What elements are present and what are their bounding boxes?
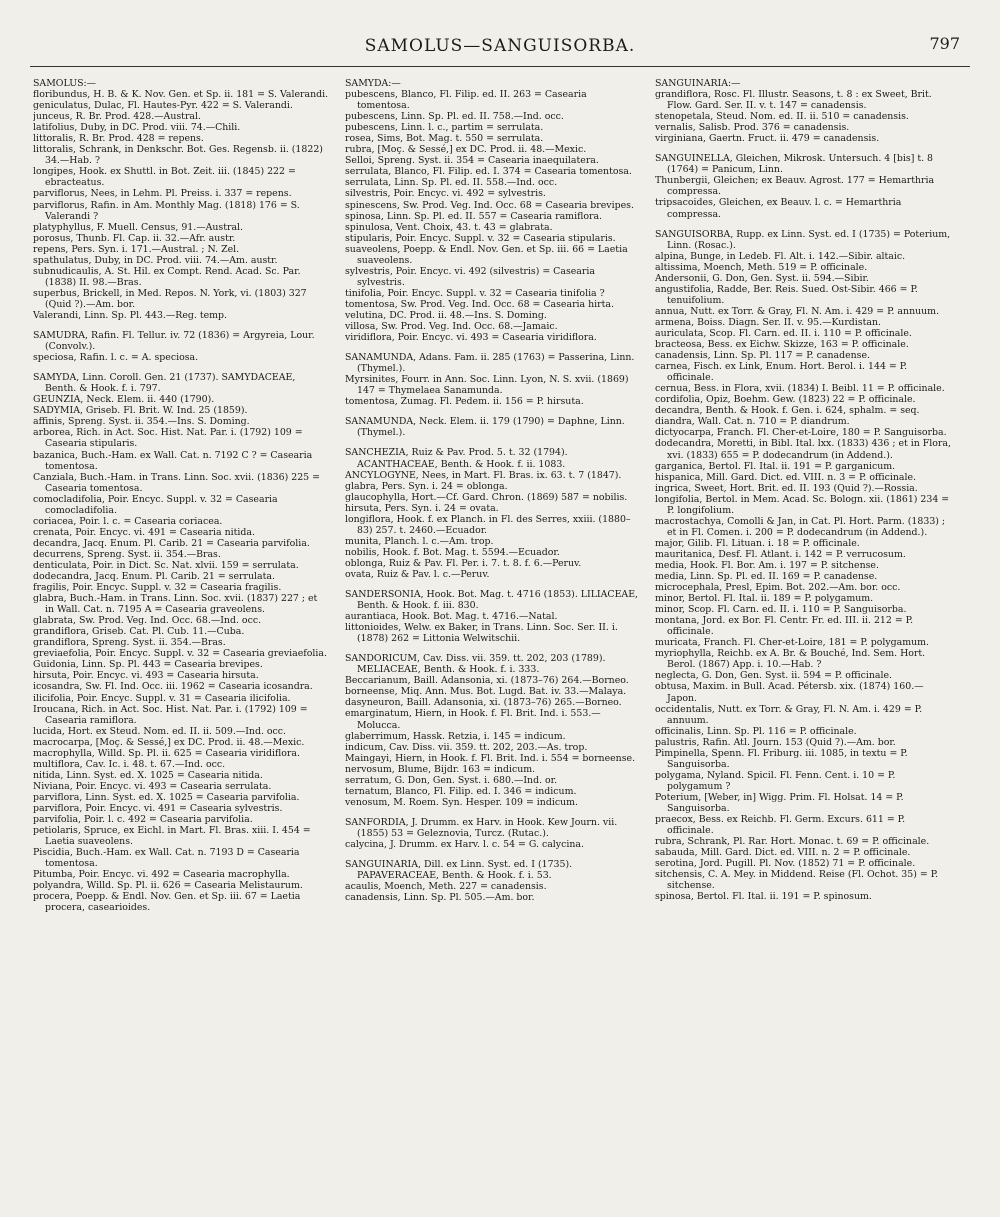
index-entry: denticulata, Poir. in Dict. Sc. Nat. xlvii. 159 = serrulata. — [33, 559, 299, 571]
index-entry: acaulis, Moench, Meth. 227 = canadensis. — [345, 881, 547, 893]
index-entry: nitida, Linn. Syst. ed. X. 1025 = Casearia nitida. — [33, 769, 263, 781]
index-entry: munita, Planch. l. c.—Am. trop. — [345, 535, 494, 547]
index-entry: alpina, Bunge, in Ledeb. Fl. Alt. i. 142.—Sibir. altaic. — [655, 250, 906, 262]
index-entry: minor, Scop. Fl. Carn. ed. II. i. 110 = P. Sanguisorba. — [655, 604, 907, 616]
index-entry: grandiflora, Rosc. Fl. Illustr. Seasons, t. 8 : ex Sweet, Brit. Flow. Gard. Ser. II. v. t. 147 = canadensis. — [655, 89, 932, 112]
index-entry: petiolaris, Spruce, ex Eichl. in Mart. Fl. Bras. xiii. I. 454 = Laetia suaveolens. — [33, 825, 311, 848]
index-entry: virginiana, Gaertn. Fruct. ii. 479 = canadensis. — [655, 133, 880, 145]
index-entry: aurantiaca, Hook. Bot. Mag. t. 4716.—Natal. — [345, 611, 558, 623]
index-entry: coriacea, Poir. l. c. = Casearia coriacea. — [33, 515, 223, 527]
index-entry: tripsacoides, Gleichen, ex Beauv. l. c. = Hemarthria compressa. — [655, 197, 902, 220]
index-entry: Andersonii, G. Don, Gen. Syst. ii. 594.—Sibir. — [655, 272, 869, 284]
index-entry: ovata, Ruiz & Pav. l. c.—Peruv. — [345, 568, 490, 580]
index-entry: praecox, Bess. ex Reichb. Fl. Germ. Excurs. 611 = P. officinale. — [655, 814, 906, 837]
index-entry: spathulatus, Duby, in DC. Prod. viii. 74.—Am. austr. — [33, 254, 278, 266]
index-entry: Niviana, Poir. Encyc. vi. 493 = Casearia serrulata. — [33, 780, 272, 792]
index-entry: auriculata, Scop. Fl. Carn. ed. II. i. 110 = P. officinale. — [655, 327, 912, 339]
index-entry: latifolius, Duby, in DC. Prod. viii. 74.—Chili. — [33, 122, 241, 134]
index-entry: SAMOLUS:— — [33, 78, 97, 89]
index-entry: decandra, Benth. & Hook. f. Gen. i. 624, sphalm. = seq. — [655, 405, 920, 417]
index-entry: ternatum, Blanco, Fl. Filip. ed. I. 346 = indicum. — [345, 785, 577, 797]
index-entry: Piscidia, Buch.-Ham. ex Wall. Cat. n. 7193 D = Casearia tomentosa. — [33, 847, 300, 870]
index-entry: sabauda, Mill. Gard. Dict. ed. VIII. n. 2 = P. officinale. — [655, 847, 911, 859]
index-entry: glabra, Buch.-Ham. in Trans. Linn. Soc. xvii. (1837) 227 ; et in Wall. Cat. n. 7195 A = Casearia graveolens. — [33, 593, 318, 616]
index-entry: canadensis, Linn. Sp. Pl. 117 = P. canadense. — [655, 350, 871, 362]
entry-spacer — [345, 343, 641, 352]
index-entry: angustifolia, Radde, Ber. Reis. Sued. Ost-Sibir. 466 = P. tenuifolium. — [655, 283, 918, 306]
index-entry: hispanica, Mill. Gard. Dict. ed. VIII. n. 3 = P. officinale. — [655, 471, 917, 483]
index-entry: comocladifolia, Poir. Encyc. Suppl. v. 32 = Casearia comocladifolia. — [33, 493, 278, 516]
index-entry: obtusa, Maxim. in Bull. Acad. Pétersb. xix. (1874) 160.—Japon. — [655, 681, 924, 704]
index-entry: GEUNZIA, Neck. Elem. ii. 440 (1790). — [33, 394, 215, 406]
entry-spacer — [345, 580, 641, 589]
index-entry: media, Hook. Fl. Bor. Am. i. 197 = P. sitchense. — [655, 559, 879, 571]
text-column-left — [33, 78, 329, 1198]
entry-spacer — [345, 850, 641, 859]
index-entry: myriophylla, Reichb. ex A. Br. & Bouché, Ind. Sem. Hort. Berol. (1867) App. i. 10.—Hab. ? — [655, 648, 926, 671]
index-entry: indicum, Cav. Diss. vii. 359. tt. 202, 203.—As. trop. — [345, 741, 588, 753]
index-entry: spinosa, Linn. Sp. Pl. ed. II. 557 = Casearia ramiflora. — [345, 210, 603, 222]
index-entry: grandiflora, Spreng. Syst. ii. 354.—Bras. — [33, 637, 226, 649]
index-entry: stenopetala, Steud. Nom. ed. II. ii. 510 = canadensis. — [655, 111, 909, 123]
index-entry: spinulosa, Vent. Choix, 43. t. 43 = glabrata. — [345, 221, 553, 233]
index-entry: lucida, Hort. ex Steud. Nom. ed. II. ii. 509.—Ind. occ. — [33, 725, 287, 737]
header-rule — [30, 66, 970, 67]
index-entry: multiflora, Cav. Ic. i. 48. t. 67.—Ind. occ. — [33, 758, 226, 770]
index-entry: arborea, Rich. in Act. Soc. Hist. Nat. Par. i. (1792) 109 = Casearia stipularis. — [33, 427, 303, 450]
index-entry: hirsuta, Pers. Syn. i. 24 = ovata. — [345, 502, 499, 514]
index-entry: tomentosa, Sw. Prod. Veg. Ind. Occ. 68 = Casearia hirta. — [345, 298, 614, 310]
page-number: 797 — [929, 34, 960, 53]
index-entry: officinalis, Linn. Sp. Pl. 116 = P. officinale. — [655, 725, 857, 737]
index-entry: parviflorus, Rafin. in Am. Monthly Mag. (1818) 176 = S. Valerandi ? — [33, 199, 300, 222]
index-entry: venosum, M. Roem. Syn. Hesper. 109 = indicum. — [345, 796, 579, 808]
index-entry: microcephala, Presl, Epim. Bot. 202.—Am. bor. occ. — [655, 582, 901, 594]
index-entry: occidentalis, Nutt. ex Torr. & Gray, Fl. N. Am. i. 429 = P. annuum. — [655, 703, 923, 726]
index-entry: serrulata, Linn. Sp. Pl. ed. II. 558.—Ind. occ. — [345, 177, 558, 189]
index-entry: nobilis, Hook. f. Bot. Mag. t. 5594.—Ecuador. — [345, 546, 560, 558]
index-entry: Thunbergii, Gleichen; ex Beauv. Agrost. 177 = Hemarthria compressa. — [655, 175, 935, 198]
index-entry: SANFORDIA, J. Drumm. ex Harv. in Hook. Kew Journ. vii. (1855) 53 = Geleznovia, Turcz. (Rutac.). — [345, 816, 618, 839]
index-entry: borneense, Miq. Ann. Mus. Bot. Lugd. Bat. iv. 33.—Malaya. — [345, 686, 627, 698]
index-entry: SAMYDA:— — [345, 78, 401, 89]
index-entry: longiflora, Hook. f. ex Planch. in Fl. des Serres, xxiii. (1880–83) 257. t. 2460.—Ecuador. — [345, 513, 631, 536]
index-entry: oblonga, Ruiz & Pav. Fl. Per. i. 7. t. 8. f. 6.—Peruv. — [345, 557, 582, 569]
index-entry: ANCYLOGYNE, Nees, in Mart. Fl. Bras. ix. 63. t. 7 (1847). — [345, 469, 622, 481]
index-entry: SANGUINARIA:— — [655, 78, 741, 89]
index-entry: Pitumba, Poir. Encyc. vi. 492 = Casearia macrophylla. — [33, 869, 290, 881]
index-entry: rubra, Schrank, Pl. Rar. Hort. Monac. t. 69 = P. officinale. — [655, 836, 930, 848]
index-entry: SANGUINELLA, Gleichen, Mikrosk. Untersuch. 4 [bis] t. 8 (1764) = Panicum, Linn. — [655, 153, 934, 176]
index-entry: calycina, J. Drumm. ex Harv. l. c. 54 = G. calycina. — [345, 839, 584, 850]
index-entry: stipularis, Poir. Encyc. Suppl. v. 32 = Casearia stipularis. — [345, 232, 616, 244]
index-entry: Myrsinites, Fourr. in Ann. Soc. Linn. Lyon, N. S. xvii. (1869) 147 = Thymelaea Sanamunda. — [345, 374, 629, 397]
index-entry: repens, Pers. Syn. i. 171.—Austral. ; N. Zel. — [33, 243, 240, 255]
index-entry: superbus, Brickell, in Med. Repos. N. York, vi. (1803) 327 (Quid ?).—Am. bor. — [33, 287, 307, 310]
entry-spacer — [655, 144, 951, 153]
index-entry: longifolia, Bertol. in Mem. Acad. Sc. Bologn. xii. (1861) 234 = P. longifolium. — [655, 493, 950, 516]
index-entry: parviflora, Poir. Encyc. vi. 491 = Casearia sylvestris. — [33, 803, 283, 814]
index-entry: armena, Boiss. Diagn. Ser. II. v. 95.—Kurdistan. — [655, 316, 881, 328]
index-entry: polyandra, Willd. Sp. Pl. ii. 626 = Casearia Melistaurum. — [33, 880, 303, 892]
index-entry: SANGUISORBA, Rupp. ex Linn. Syst. ed. I (1735) = Poterium, Linn. (Rosac.). — [655, 228, 951, 251]
index-entry: littoralis, Schrank, in Denkschr. Bot. Ges. Regensb. ii. (1822) 34.—Hab. ? — [33, 144, 323, 167]
index-entry: macrostachya, Comolli & Jan, in Cat. Pl. Hort. Parm. (1833) ; et in Fl. Comen. i. 200 = P. dodecandrum (in Addend.). — [655, 515, 946, 538]
index-entry: parviflorus, Nees, in Lehm. Pl. Preiss. i. 337 = repens. — [33, 188, 292, 200]
index-entry: villosa, Sw. Prod. Veg. Ind. Occ. 68.—Jamaic. — [345, 321, 558, 333]
index-entry: palustris, Rafin. Atl. Journ. 153 (Quid ?).—Am. bor. — [655, 736, 896, 748]
index-entry: major, Gilib. Fl. Lituan. i. 18 = P. officinale. — [655, 537, 860, 549]
index-entry: bazanica, Buch.-Ham. ex Wall. Cat. n. 7192 C ? = Casearia tomentosa. — [33, 449, 313, 472]
index-entry: polygama, Nyland. Spicil. Fl. Fenn. Cent. i. 10 = P. polygamum ? — [655, 769, 896, 792]
index-entry: tinifolia, Poir. Encyc. Suppl. v. 32 = Casearia tinifolia ? — [345, 287, 605, 299]
index-entry: dasyneuron, Baill. Adansonia, xi. (1873–76) 265.—Borneo. — [345, 697, 622, 709]
index-entry: platyphyllus, F. Muell. Census, 91.—Austral. — [33, 221, 244, 233]
index-entry: bracteosa, Bess. ex Eichw. Skizze, 163 = P. officinale. — [655, 339, 909, 351]
index-entry: altissima, Moench, Meth. 519 = P. officinale. — [655, 261, 868, 273]
index-entry: parvifolia, Poir. l. c. 492 = Casearia parvifolia. — [33, 814, 253, 826]
index-entry: velutina, DC. Prod. ii. 48.—Ins. S. Doming. — [345, 309, 547, 321]
index-entry: glaberrimum, Hassk. Retzia, i. 145 = indicum. — [345, 730, 566, 742]
index-entry: emarginatum, Hiern, in Hook. f. Fl. Brit. Ind. i. 553.—Molucca. — [345, 708, 601, 731]
index-entry: pubescens, Linn. Sp. Pl. ed. II. 758.—Ind. occ. — [345, 111, 564, 123]
index-entry: Pimpinella, Spenn. Fl. Friburg. iii. 1085, in textu = P. Sanguisorba. — [655, 747, 908, 770]
index-entry: serratum, G. Don, Gen. Syst. i. 680.—Ind. or. — [345, 774, 558, 786]
index-entry: macrophylla, Willd. Sp. Pl. ii. 625 = Casearia viridiflora. — [33, 747, 300, 759]
index-entry: diandra, Wall. Cat. n. 710 = P. diandrum. — [655, 416, 850, 428]
index-entry: glabra, Pers. Syn. i. 24 = oblonga. — [345, 480, 508, 492]
index-entry: silvestris, Poir. Encyc. vi. 492 = sylvestris. — [345, 188, 546, 200]
index-entry: SADYMIA, Griseb. Fl. Brit. W. Ind. 25 (1859). — [33, 405, 248, 417]
index-entry: Guidonia, Linn. Sp. Pl. 443 = Casearia brevipes. — [33, 659, 263, 671]
index-entry: cernua, Bess. in Flora, xvii. (1834) I. Beibl. 11 = P. officinale. — [655, 383, 945, 395]
entry-spacer — [345, 644, 641, 653]
index-entry: fragilis, Poir. Encyc. Suppl. v. 32 = Casearia fragilis. — [33, 582, 282, 594]
index-entry: minor, Bertol. Fl. Ital. ii. 189 = P. polygamum. — [655, 593, 874, 605]
entry-spacer — [345, 438, 641, 447]
index-entry: SANCHEZIA, Ruiz & Pav. Prod. 5. t. 32 (1794). ACANTHACEAE, Benth. & Hook. f. ii. 1083. — [345, 447, 568, 470]
index-entry: procera, Poepp. & Endl. Nov. Gen. et Sp. iii. 67 = Laetia procera, casearioides. — [33, 891, 301, 914]
index-entry: littonioides, Welw. ex Baker, in Trans. Linn. Soc. Ser. II. i. (1878) 262 = Littonia Welwitschii. — [345, 622, 618, 645]
entry-spacer — [345, 407, 641, 416]
index-entry: SANGUINARIA, Dill. ex Linn. Syst. ed. I (1735). PAPAVERACEAE, Benth. & Hook. f. i. 53. — [345, 859, 573, 882]
index-entry: Canziala, Buch.-Ham. in Trans. Linn. Soc. xvii. (1836) 225 = Casearia tomentosa. — [33, 471, 320, 494]
index-entry: annua, Nutt. ex Torr. & Gray, Fl. N. Am. i. 429 = P. annuum. — [655, 305, 940, 317]
index-entry: greviaefolia, Poir. Encyc. Suppl. v. 32 = Casearia greviaefolia. — [33, 648, 327, 660]
index-entry: floribundus, H. B. & K. Nov. Gen. et Sp. ii. 181 = S. Valerandi. — [33, 89, 329, 101]
index-entry: macrocarpa, [Moç. & Sessé,] ex DC. Prod. ii. 48.—Mexic. — [33, 736, 305, 748]
index-entry: cordifolia, Opiz, Boehm. Gew. (1823) 22 = P. officinale. — [655, 394, 916, 406]
index-entry: sitchensis, C. A. Mey. in Middend. Reise (Fl. Ochot. 35) = P. sitchense. — [655, 869, 939, 892]
index-entry: spinescens, Sw. Prod. Veg. Ind. Occ. 68 = Casearia brevipes. — [345, 199, 634, 211]
index-entry: rubra, [Moç. & Sessé,] ex DC. Prod. ii. 48.—Mexic. — [345, 144, 587, 156]
index-entry: decandra, Jacq. Enum. Pl. Carib. 21 = Casearia parvifolia. — [33, 537, 310, 549]
index-entry: ilicifolia, Poir. Encyc. Suppl. v. 31 = Casearia ilicifolia. — [33, 692, 291, 704]
index-entry: SANAMUNDA, Neck. Elem. ii. 179 (1790) = Daphne, Linn. (Thymel.). — [345, 416, 625, 439]
index-entry: SAMYDA, Linn. Coroll. Gen. 21 (1737). SAMYDACEAE, Benth. & Hook. f. i. 797. — [33, 372, 296, 395]
text-column-middle — [345, 78, 641, 1198]
index-entry: junceus, R. Br. Prod. 428.—Austral. — [33, 111, 201, 123]
index-entry: geniculatus, Dulac, Fl. Hautes-Pyr. 422 = S. Valerandi. — [33, 100, 293, 112]
index-entry: garganica, Bertol. Fl. Ital. ii. 191 = P. garganicum. — [655, 460, 896, 472]
index-entry: muricata, Franch. Fl. Cher-et-Loire, 181 = P. polygamum. — [655, 637, 930, 649]
text-column-right — [655, 78, 951, 1198]
index-entry: carnea, Fisch. ex Link, Enum. Hort. Berol. i. 144 = P. officinale. — [655, 361, 908, 384]
index-entry: dodecandra, Moretti, in Bibl. Ital. lxx. (1833) 436 ; et in Flora, xvi. (1833) 655 = P. dodecandrum (in Addend.). — [655, 438, 951, 461]
index-entry: spinosa, Bertol. Fl. Ital. ii. 191 = P. spinosum. — [655, 891, 872, 903]
index-entry: SANDORICUM, Cav. Diss. vii. 359. tt. 202, 203 (1789). MELIACEAE, Benth. & Hook. f. i. 333. — [345, 653, 606, 676]
index-entry: pubescens, Blanco, Fl. Filip. ed. II. 263 = Casearia tomentosa. — [345, 89, 587, 112]
index-entry: pubescens, Linn. l. c., partim = serrulata. — [345, 122, 544, 134]
index-entry: montana, Jord. ex Bor. Fl. Centr. Fr. ed. III. ii. 212 = P. officinale. — [655, 615, 914, 638]
index-entry: glaucophylla, Hort.—Cf. Gard. Chron. (1869) 587 = nobilis. — [345, 491, 628, 503]
index-entry: dodecandra, Jacq. Enum. Pl. Carib. 21 = serrulata. — [33, 571, 275, 583]
entry-spacer — [33, 363, 329, 372]
index-entry: suaveolens, Poepp. & Endl. Nov. Gen. et Sp. iii. 66 = Laetia suaveolens. — [345, 243, 628, 266]
index-entry: SANAMUNDA, Adans. Fam. ii. 285 (1763) = Passerina, Linn. (Thymel.). — [345, 352, 635, 375]
index-entry: Valerandi, Linn. Sp. Pl. 443.—Reg. temp. — [33, 309, 228, 321]
index-entry: hirsuta, Poir. Encyc. vi. 493 = Casearia hirsuta. — [33, 670, 259, 682]
index-entry: crenata, Poir. Encyc. vi. 491 = Casearia nitida. — [33, 526, 255, 538]
running-title: SAMOLUS—SANGUISORBA. — [364, 36, 636, 56]
index-entry: neglecta, G. Don, Gen. Syst. ii. 594 = P. officinale. — [655, 670, 893, 682]
index-entry: Beccarianum, Baill. Adansonia, xi. (1873–76) 264.—Borneo. — [345, 675, 629, 687]
index-entry: Selloi, Spreng. Syst. ii. 354 = Casearia inaequilatera. — [345, 155, 599, 167]
index-entry: subnudicaulis, A. St. Hil. ex Compt. Rend. Acad. Sc. Par. (1838) II. 98.—Bras. — [33, 265, 301, 288]
index-entry: tomentosa, Zumag. Fl. Pedem. ii. 156 = P. hirsuta. — [345, 396, 584, 408]
index-entry: sylvestris, Poir. Encyc. vi. 492 (silvestris) = Casearia sylvestris. — [345, 265, 595, 288]
index-entry: Maingayi, Hiern, in Hook. f. Fl. Brit. Ind. i. 554 = borneense. — [345, 752, 636, 764]
index-entry: mauritanica, Desf. Fl. Atlant. i. 142 = P. verrucosum. — [655, 548, 906, 560]
index-entry: rosea, Sims, Bot. Mag. t. 550 = serrulata. — [345, 133, 544, 145]
index-entry: canadensis, Linn. Sp. Pl. 505.—Am. bor. — [345, 892, 535, 904]
index-entry: speciosa, Rafin. l. c. = A. speciosa. — [33, 352, 199, 364]
index-entry: dictyocarpa, Franch. Fl. Cher-et-Loire, 180 = P. Sanguisorba. — [655, 427, 947, 439]
index-entry: longipes, Hook. ex Shuttl. in Bot. Zeit. iii. (1845) 222 = ebracteatus. — [33, 166, 296, 189]
index-entry: affinis, Spreng. Syst. ii. 354.—Ins. S. Doming. — [33, 416, 250, 428]
entry-spacer — [655, 220, 951, 229]
index-entry: Poterium, [Weber, in] Wigg. Prim. Fl. Holsat. 14 = P. Sanguisorba. — [655, 791, 904, 814]
index-entry: parviflora, Linn. Syst. ed. X. 1025 = Casearia parvifolia. — [33, 791, 300, 803]
index-entry: glabrata, Sw. Prod. Veg. Ind. Occ. 68.—Ind. occ. — [33, 615, 262, 627]
index-entry: vernalis, Salisb. Prod. 376 = canadensis. — [655, 122, 850, 134]
index-entry: icosandra, Sw. Fl. Ind. Occ. iii. 1962 = Casearia icosandra. — [33, 681, 313, 693]
entry-spacer — [345, 808, 641, 817]
running-header — [0, 30, 1000, 60]
index-entry: ingrica, Sweet, Hort. Brit. ed. II. 193 (Quid ?).—Rossia. — [655, 482, 918, 494]
index-entry: SANDERSONIA, Hook. Bot. Mag. t. 4716 (1853). LILIACEAE, Benth. & Hook. f. iii. 830. — [345, 589, 639, 612]
index-entry: porosus, Thunb. Fl. Cap. ii. 32.—Afr. austr. — [33, 232, 236, 244]
index-entry: SAMUDRA, Rafin. Fl. Tellur. iv. 72 (1836) = Argyreia, Lour. (Convolv.). — [33, 330, 315, 353]
index-entry: littoralis, R. Br. Prod. 428 = repens. — [33, 133, 204, 145]
entry-spacer — [33, 321, 329, 330]
index-entry: media, Linn. Sp. Pl. ed. II. 169 = P. canadense. — [655, 571, 878, 583]
index-entry: serotina, Jord. Pugill. Pl. Nov. (1852) 71 = P. officinale. — [655, 858, 916, 870]
index-entry: viridiflora, Poir. Encyc. vi. 493 = Casearia viridiflora. — [345, 332, 597, 344]
index-entry: Iroucana, Rich. in Act. Soc. Hist. Nat. Par. i. (1792) 109 = Casearia ramiflora. — [33, 703, 308, 726]
index-entry: nervosum, Blume, Bijdr. 163 = indicum. — [345, 763, 536, 775]
index-entry: decurrens, Spreng. Syst. ii. 354.—Bras. — [33, 548, 221, 560]
index-entry: serrulata, Blanco, Fl. Filip. ed. I. 374 = Casearia tomentosa. — [345, 166, 632, 178]
index-entry: grandiflora, Griseb. Cat. Pl. Cub. 11.—Cuba. — [33, 626, 245, 638]
